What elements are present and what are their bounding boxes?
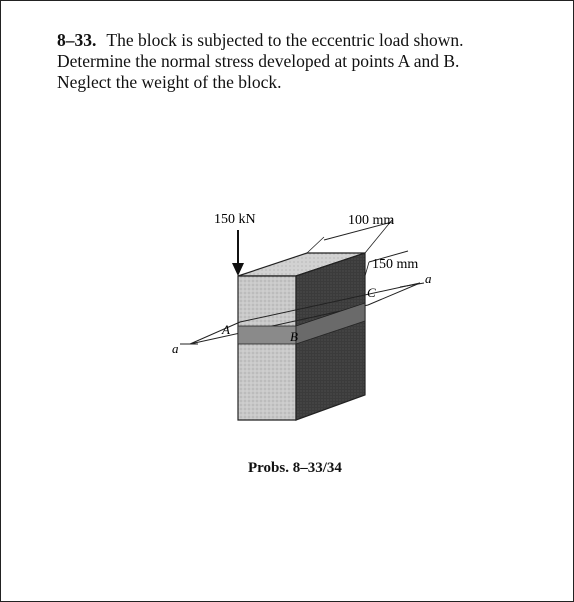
problem-line-2: Determine the normal stress developed at points A and B. bbox=[57, 51, 460, 71]
dim-width-label: 100 mm bbox=[348, 213, 395, 228]
dim-depth-label: 150 mm bbox=[372, 257, 419, 272]
point-b-label: B bbox=[290, 329, 298, 344]
section-left-label: a bbox=[172, 341, 179, 356]
point-a-label: A bbox=[222, 322, 230, 337]
problem-line-3: Neglect the weight of the block. bbox=[57, 72, 282, 92]
dim-100-ext-left bbox=[307, 237, 324, 253]
problem-number: 8–33. bbox=[57, 30, 97, 50]
figure-caption: Probs. 8–33/34 bbox=[248, 460, 342, 476]
point-c-label: C bbox=[367, 285, 376, 300]
load-label: 150 kN bbox=[214, 212, 256, 227]
section-right-label: a bbox=[425, 271, 432, 286]
problem-text-1: The block is subjected to the eccentric load shown. bbox=[106, 30, 464, 50]
block-front-face bbox=[238, 276, 296, 420]
section-band bbox=[238, 326, 296, 344]
